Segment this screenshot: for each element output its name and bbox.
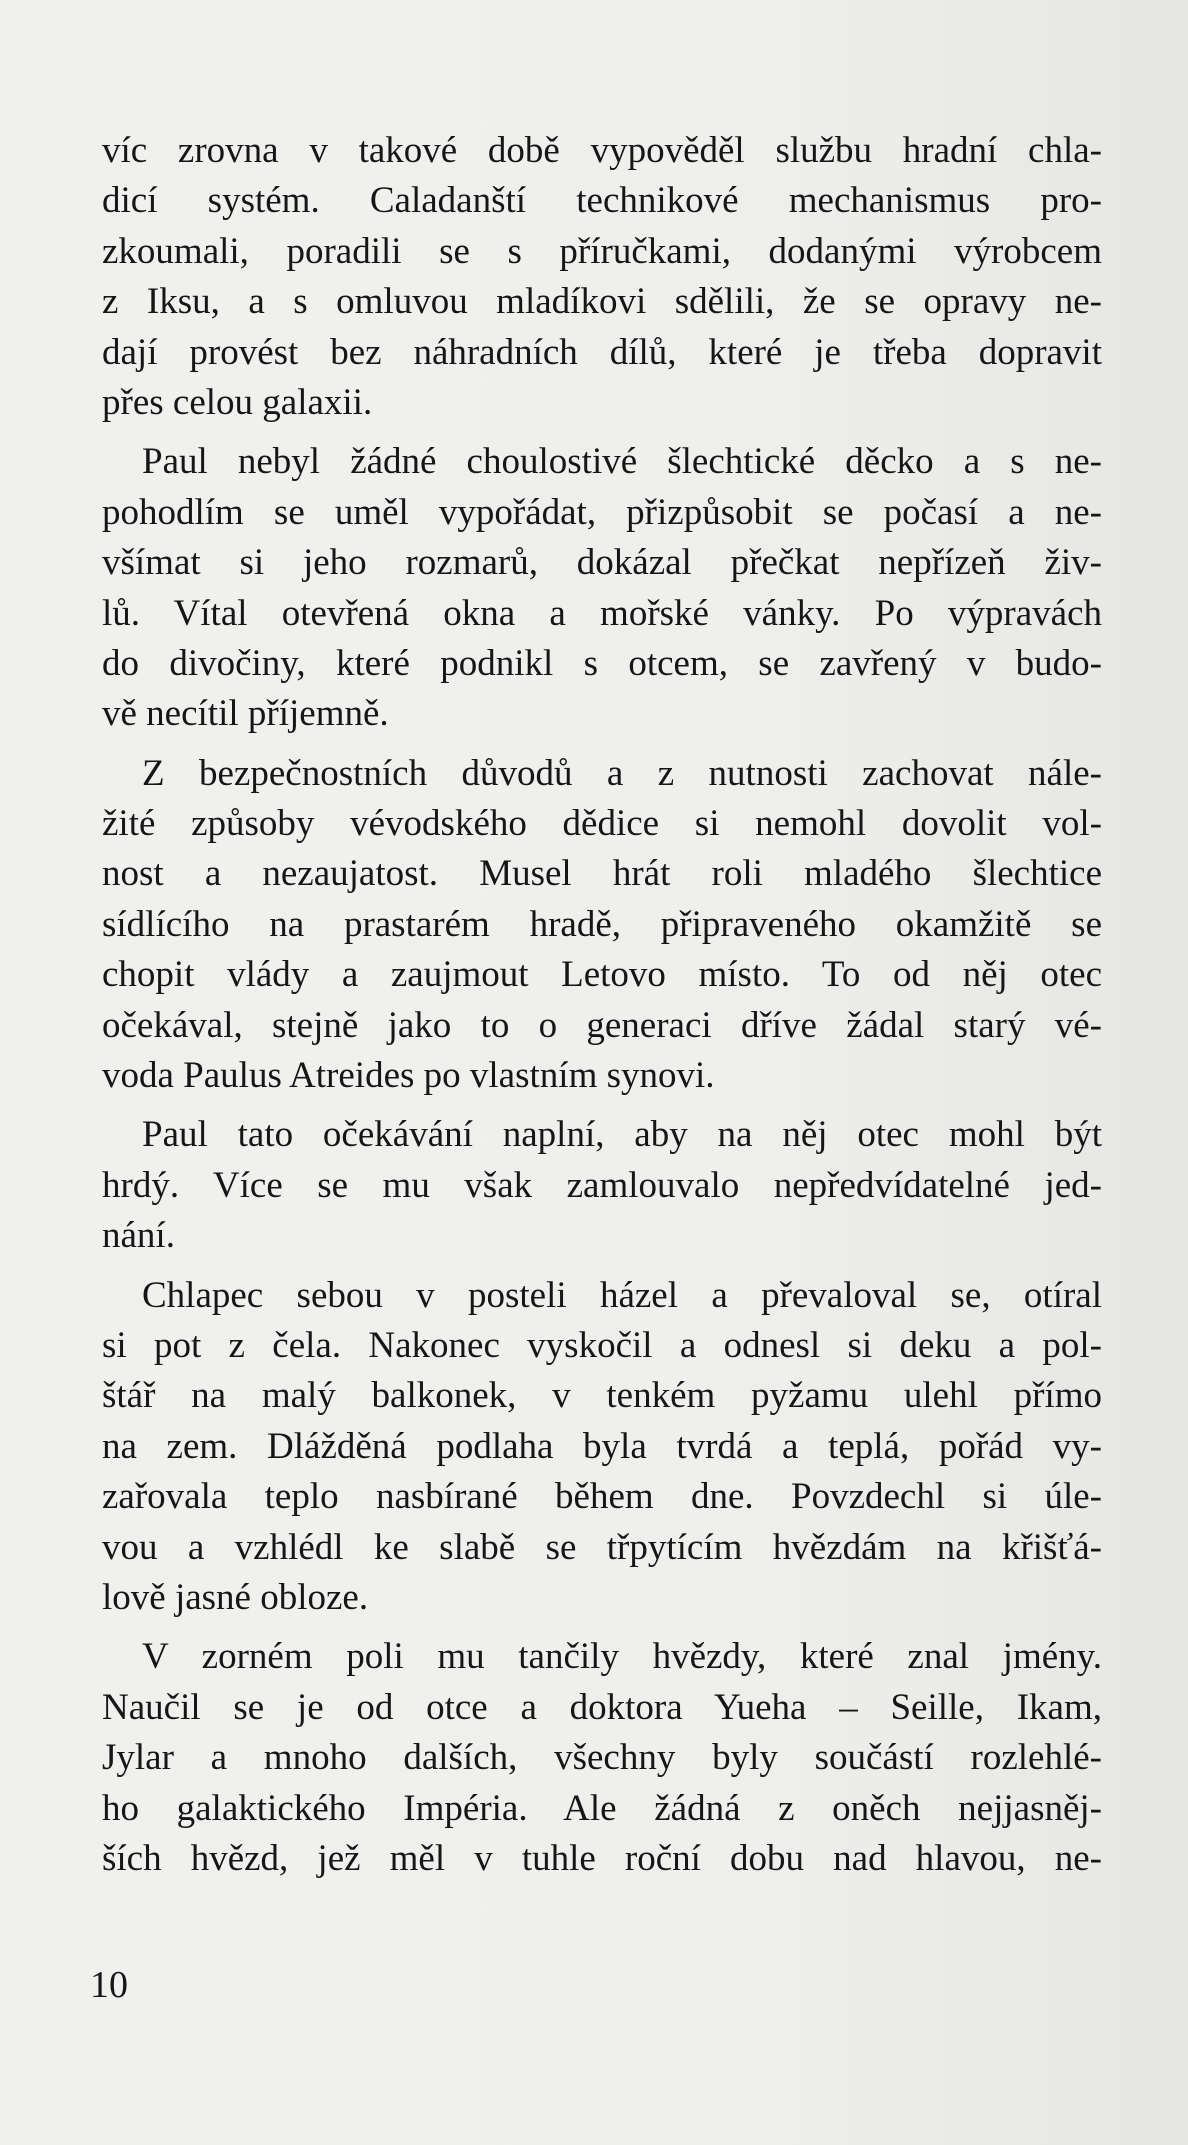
text-line: lů. Vítal otevřená okna a mořské vánky. Po výpravách [102, 592, 1102, 634]
text-line: pohodlím se uměl vypořádat, přizpůsobit se počasí a ne- [102, 491, 1102, 533]
text-line: sídlícího na prastarém hradě, připraveného okamžitě se [102, 903, 1102, 945]
paragraph-3 [102, 749, 1102, 1102]
text-line: očekával, stejně jako to o generaci dříve žádal starý vé- [102, 1004, 1102, 1046]
body-text [102, 126, 1102, 1893]
text-line: Chlapec sebou v posteli házel a převaloval se, otíral [142, 1274, 1102, 1316]
text-line: nání. [102, 1215, 175, 1257]
page-number: 10 [90, 1964, 128, 2006]
text-line: Paul nebyl žádné choulostivé šlechtické děcko a s ne- [142, 441, 1102, 483]
text-line: zařovala teplo nasbírané během dne. Povzdechl si úle- [102, 1476, 1102, 1518]
text-line: ho galaktického Impéria. Ale žádná z oněch nejjasněj- [102, 1787, 1102, 1829]
text-line: přes celou galaxii. [102, 381, 373, 423]
text-line: Paul tato očekávání naplní, aby na něj otec mohl být [142, 1114, 1102, 1156]
paragraph-6 [102, 1632, 1102, 1884]
text-line: si pot z čela. Nakonec vyskočil a odnesl si deku a pol- [102, 1324, 1102, 1366]
text-line: zkoumali, poradili se s příručkami, dodanými výrobcem [102, 230, 1102, 272]
text-line: nost a nezaujatost. Musel hrát roli mladého šlechtice [102, 853, 1102, 895]
text-line: ších hvězd, jež měl v tuhle roční dobu nad hlavou, ne- [102, 1837, 1102, 1879]
text-line: hrdý. Více se mu však zamlouvalo nepředvídatelné jed- [102, 1164, 1102, 1206]
text-line: vě necítil příjemně. [102, 693, 389, 735]
text-line: chopit vlády a zaujmout Letovo místo. To od něj otec [102, 954, 1102, 996]
paragraph-2 [102, 437, 1102, 739]
text-line: lově jasné obloze. [102, 1576, 369, 1618]
text-line: vou a vzhlédl ke slabě se třpytícím hvězdám na křišťá- [102, 1526, 1102, 1568]
text-line: z Iksu, a s omluvou mladíkovi sdělili, že se opravy ne- [102, 281, 1102, 323]
text-line: dicí systém. Caladanští technikové mechanismus pro- [102, 180, 1102, 222]
text-line: na zem. Dlážděná podlaha byla tvrdá a teplá, pořád vy- [102, 1425, 1102, 1467]
text-line: do divočiny, které podnikl s otcem, se zavřený v budo- [102, 642, 1102, 684]
paragraph-5 [102, 1271, 1102, 1624]
text-line: Z bezpečnostních důvodů a z nutnosti zachovat nále- [142, 752, 1102, 794]
text-line: dají provést bez náhradních dílů, které je třeba dopravit [102, 331, 1102, 373]
text-line: všímat si jeho rozmarů, dokázal přečkat nepřízeň živ- [102, 542, 1102, 584]
paragraph-1 [102, 126, 1102, 428]
text-line: V zorném poli mu tančily hvězdy, které znal jmény. [142, 1636, 1102, 1678]
text-line: žité způsoby vévodského dědice si nemohl dovolit vol- [102, 803, 1102, 845]
text-line: Naučil se je od otce a doktora Yueha – Seille, Ikam, [102, 1686, 1102, 1728]
text-line: voda Paulus Atreides po vlastním synovi. [102, 1055, 715, 1097]
text-line: štář na malý balkonek, v tenkém pyžamu ulehl přímo [102, 1375, 1102, 1417]
text-line: víc zrovna v takové době vypověděl službu hradní chla- [102, 130, 1102, 171]
paragraph-4 [102, 1110, 1102, 1261]
text-line: Jylar a mnoho dalších, všechny byly součástí rozlehlé- [102, 1737, 1102, 1779]
